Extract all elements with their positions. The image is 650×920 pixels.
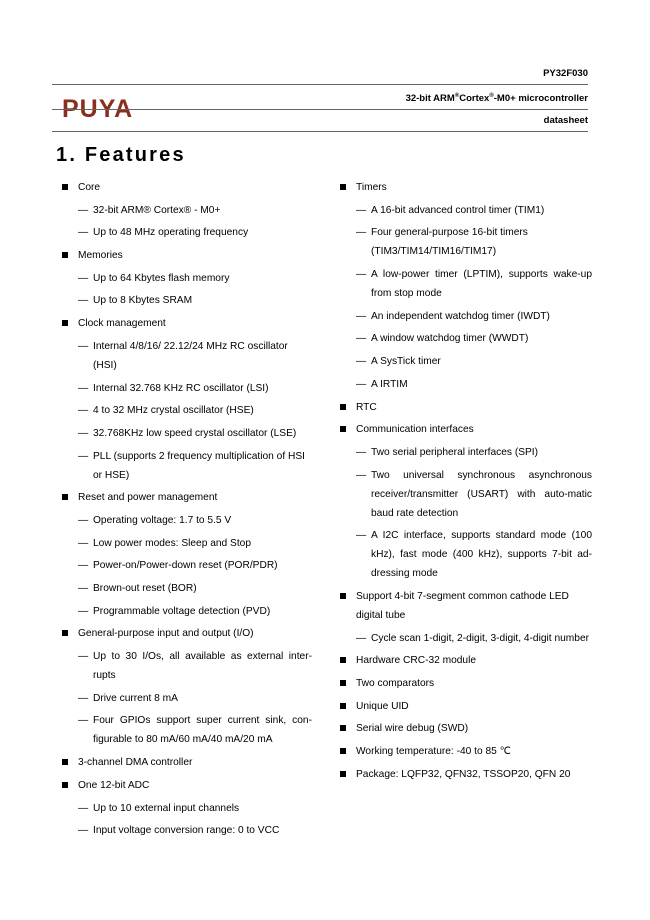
- feature-subitem: [340, 329, 592, 348]
- feature-text: Four GPIOs support super current sink, con-figurable to 80 mA/60 mA/40 mA/20 mA: [93, 715, 312, 746]
- feature-text: Operating voltage: 1.7 to 5.5 V: [93, 514, 232, 526]
- feature-subitem: [62, 201, 312, 220]
- square-bullet-icon: [340, 748, 346, 754]
- feature-subitem: [62, 821, 312, 840]
- feature-item: [340, 674, 592, 693]
- dash-bullet-icon: —: [78, 450, 89, 462]
- feature-item: [62, 488, 312, 507]
- feature-subitem: [62, 711, 312, 749]
- feature-subitem: [62, 799, 312, 818]
- feature-text: Brown-out reset (BOR): [93, 583, 197, 594]
- feature-item: [340, 697, 592, 716]
- feature-text: Two serial peripheral interfaces (SPI): [371, 446, 539, 458]
- feature-subitem: [340, 629, 592, 648]
- square-bullet-icon: [340, 593, 346, 599]
- feature-subitem: [62, 379, 312, 398]
- feature-text: A 16-bit advanced control timer (TIM1): [371, 204, 545, 216]
- dash-bullet-icon: —: [78, 427, 89, 439]
- feature-text: 32.768KHz low speed crystal oscillator (LSE): [93, 427, 297, 439]
- feature-subitem: [340, 201, 592, 220]
- feature-text: 3-channel DMA controller: [78, 757, 193, 769]
- feature-text: RTC: [356, 401, 377, 413]
- feature-subitem: [340, 375, 592, 394]
- feature-text: General-purpose input and output (I/O): [78, 628, 254, 640]
- dash-bullet-icon: —: [78, 605, 89, 617]
- feature-text: A I2C interface, supports standard mode (100 kHz), fast mode (400 kHz), supports 7-bit ad-dressing mode: [371, 530, 592, 580]
- feature-text: Up to 10 external input channels: [93, 802, 240, 814]
- feature-text: Hardware CRC-32 module: [356, 655, 477, 667]
- feature-subitem: [340, 307, 592, 326]
- dash-bullet-icon: —: [78, 802, 89, 814]
- feature-text: A low-power timer (LPTIM), supports wake-up from stop mode: [371, 269, 592, 300]
- feature-subitem: [340, 223, 592, 261]
- square-bullet-icon: [340, 680, 346, 686]
- feature-subitem: [62, 269, 312, 288]
- feature-item: [340, 719, 592, 738]
- part-number: PY32F030: [543, 68, 588, 79]
- dash-bullet-icon: —: [78, 227, 89, 239]
- feature-text: One 12-bit ADC: [78, 779, 150, 791]
- header-rule-2: [52, 109, 588, 110]
- feature-item: [62, 776, 312, 795]
- dash-bullet-icon: —: [78, 692, 89, 704]
- square-bullet-icon: [62, 759, 68, 765]
- feature-text: Timers: [356, 182, 387, 193]
- dash-bullet-icon: —: [356, 310, 367, 322]
- feature-text: Input voltage conversion range: 0 to VCC: [93, 825, 280, 837]
- feature-text: Power-on/Power-down reset (POR/PDR): [93, 560, 278, 572]
- dash-bullet-icon: —: [78, 583, 89, 594]
- feature-text: Up to 64 Kbytes flash memory: [93, 272, 230, 284]
- feature-item: [340, 178, 592, 197]
- feature-text: An independent watchdog timer (IWDT): [371, 310, 550, 322]
- feature-text: Cycle scan 1-digit, 2-digit, 3-digit, 4-digit number: [371, 632, 589, 644]
- feature-item: [62, 314, 312, 333]
- feature-text: Up to 8 Kbytes SRAM: [93, 295, 193, 307]
- document-type: datasheet: [543, 115, 588, 126]
- dash-bullet-icon: —: [356, 446, 367, 458]
- dash-bullet-icon: —: [78, 651, 89, 663]
- feature-text: 32-bit ARM® Cortex® - M0+: [93, 204, 221, 216]
- feature-subitem: [62, 579, 312, 598]
- feature-item: [62, 624, 312, 643]
- feature-text: Two comparators: [356, 678, 435, 689]
- dash-bullet-icon: —: [356, 204, 367, 216]
- feature-item: [340, 420, 592, 439]
- feature-item: [340, 587, 592, 625]
- features-left-column: [62, 178, 312, 844]
- puya-logo: [62, 95, 158, 121]
- dash-bullet-icon: —: [78, 405, 89, 417]
- square-bullet-icon: [62, 320, 68, 326]
- feature-subitem: [62, 223, 312, 242]
- feature-text: Communication interfaces: [356, 424, 474, 436]
- feature-text: 4 to 32 MHz crystal oscillator (HSE): [93, 405, 254, 417]
- square-bullet-icon: [340, 184, 346, 190]
- feature-subitem: [62, 291, 312, 310]
- feature-subitem: [62, 511, 312, 530]
- dash-bullet-icon: —: [356, 227, 367, 239]
- feature-text: Core: [78, 182, 101, 193]
- feature-text: Low power modes: Sleep and Stop: [93, 537, 252, 549]
- feature-text: A SysTick timer: [371, 356, 441, 368]
- dash-bullet-icon: —: [78, 537, 89, 549]
- feature-item: [340, 398, 592, 417]
- feature-text: Drive current 8 mA: [93, 692, 178, 704]
- square-bullet-icon: [62, 252, 68, 258]
- square-bullet-icon: [340, 771, 346, 777]
- feature-text: PLL (supports 2 frequency multiplication of HSI or HSE): [93, 450, 305, 481]
- dash-bullet-icon: —: [78, 715, 89, 727]
- square-bullet-icon: [340, 426, 346, 432]
- dash-bullet-icon: —: [356, 333, 367, 345]
- dash-bullet-icon: —: [356, 632, 367, 644]
- square-bullet-icon: [340, 404, 346, 410]
- feature-text: Internal 4/8/16/ 22.12/24 MHz RC oscillator (HSI): [93, 340, 288, 371]
- feature-text: Package: LQFP32, QFN32, TSSOP20, QFN 20: [356, 768, 571, 780]
- dash-bullet-icon: —: [78, 204, 89, 216]
- dash-bullet-icon: —: [356, 378, 367, 390]
- feature-subitem: [340, 466, 592, 523]
- square-bullet-icon: [62, 782, 68, 788]
- feature-text: A IRTIM: [371, 378, 408, 390]
- dash-bullet-icon: —: [78, 514, 89, 526]
- section-title: 1. Features: [56, 144, 186, 166]
- feature-text: Four general-purpose 16-bit timers (TIM3/TIM14/TIM16/TIM17): [371, 227, 528, 258]
- feature-subitem: [340, 352, 592, 371]
- feature-text: Support 4-bit 7-segment common cathode LED digital tube: [356, 590, 569, 621]
- square-bullet-icon: [340, 725, 346, 731]
- header-rule-3: [52, 131, 588, 132]
- header-rule-1: [52, 84, 588, 85]
- feature-text: Working temperature: -40 to 85 ℃: [356, 746, 512, 758]
- feature-text: A window watchdog timer (WWDT): [371, 333, 529, 345]
- feature-text: Reset and power management: [78, 492, 218, 504]
- feature-item: [340, 651, 592, 670]
- dash-bullet-icon: —: [78, 340, 89, 352]
- dash-bullet-icon: —: [78, 382, 89, 394]
- feature-item: [62, 753, 312, 772]
- features-right-column: [340, 178, 592, 787]
- feature-subitem: [62, 556, 312, 575]
- feature-subitem: [62, 602, 312, 621]
- dash-bullet-icon: —: [78, 295, 89, 307]
- feature-subitem: [340, 526, 592, 583]
- dash-bullet-icon: —: [356, 269, 367, 281]
- logo-text: PUYA: [62, 95, 134, 121]
- square-bullet-icon: [62, 630, 68, 636]
- feature-subitem: [62, 647, 312, 685]
- square-bullet-icon: [62, 494, 68, 500]
- feature-subitem: [340, 265, 592, 303]
- feature-subitem: [62, 424, 312, 443]
- dash-bullet-icon: —: [356, 530, 367, 542]
- dash-bullet-icon: —: [78, 272, 89, 284]
- feature-subitem: [62, 534, 312, 553]
- feature-text: Internal 32.768 KHz RC oscillator (LSI): [93, 382, 269, 394]
- product-description: 32-bit ARM®Cortex®-M0+ microcontroller: [405, 93, 588, 105]
- feature-item: [340, 742, 592, 761]
- feature-subitem: [62, 689, 312, 708]
- square-bullet-icon: [62, 184, 68, 190]
- feature-subitem: [62, 337, 312, 375]
- feature-text: Programmable voltage detection (PVD): [93, 605, 271, 617]
- dash-bullet-icon: —: [78, 560, 89, 572]
- feature-item: [62, 178, 312, 197]
- feature-text: Unique UID: [356, 700, 409, 712]
- feature-subitem: [62, 401, 312, 420]
- feature-text: Serial wire debug (SWD): [356, 723, 469, 735]
- feature-subitem: [340, 443, 592, 462]
- feature-text: Memories: [78, 250, 123, 262]
- feature-text: Up to 48 MHz operating frequency: [93, 227, 249, 239]
- feature-text: Up to 30 I/Os, all available as external inter-rupts: [93, 651, 312, 682]
- feature-item: [340, 765, 592, 784]
- feature-subitem: [62, 447, 312, 485]
- feature-text: Clock management: [78, 318, 166, 330]
- feature-item: [62, 246, 312, 265]
- feature-text: Two universal synchronous asynchronous receiver/transmitter (USART) with auto-matic baud rate detection: [371, 469, 592, 519]
- dash-bullet-icon: —: [356, 469, 367, 481]
- dash-bullet-icon: —: [356, 356, 367, 368]
- dash-bullet-icon: —: [78, 825, 89, 837]
- square-bullet-icon: [340, 657, 346, 663]
- square-bullet-icon: [340, 703, 346, 709]
